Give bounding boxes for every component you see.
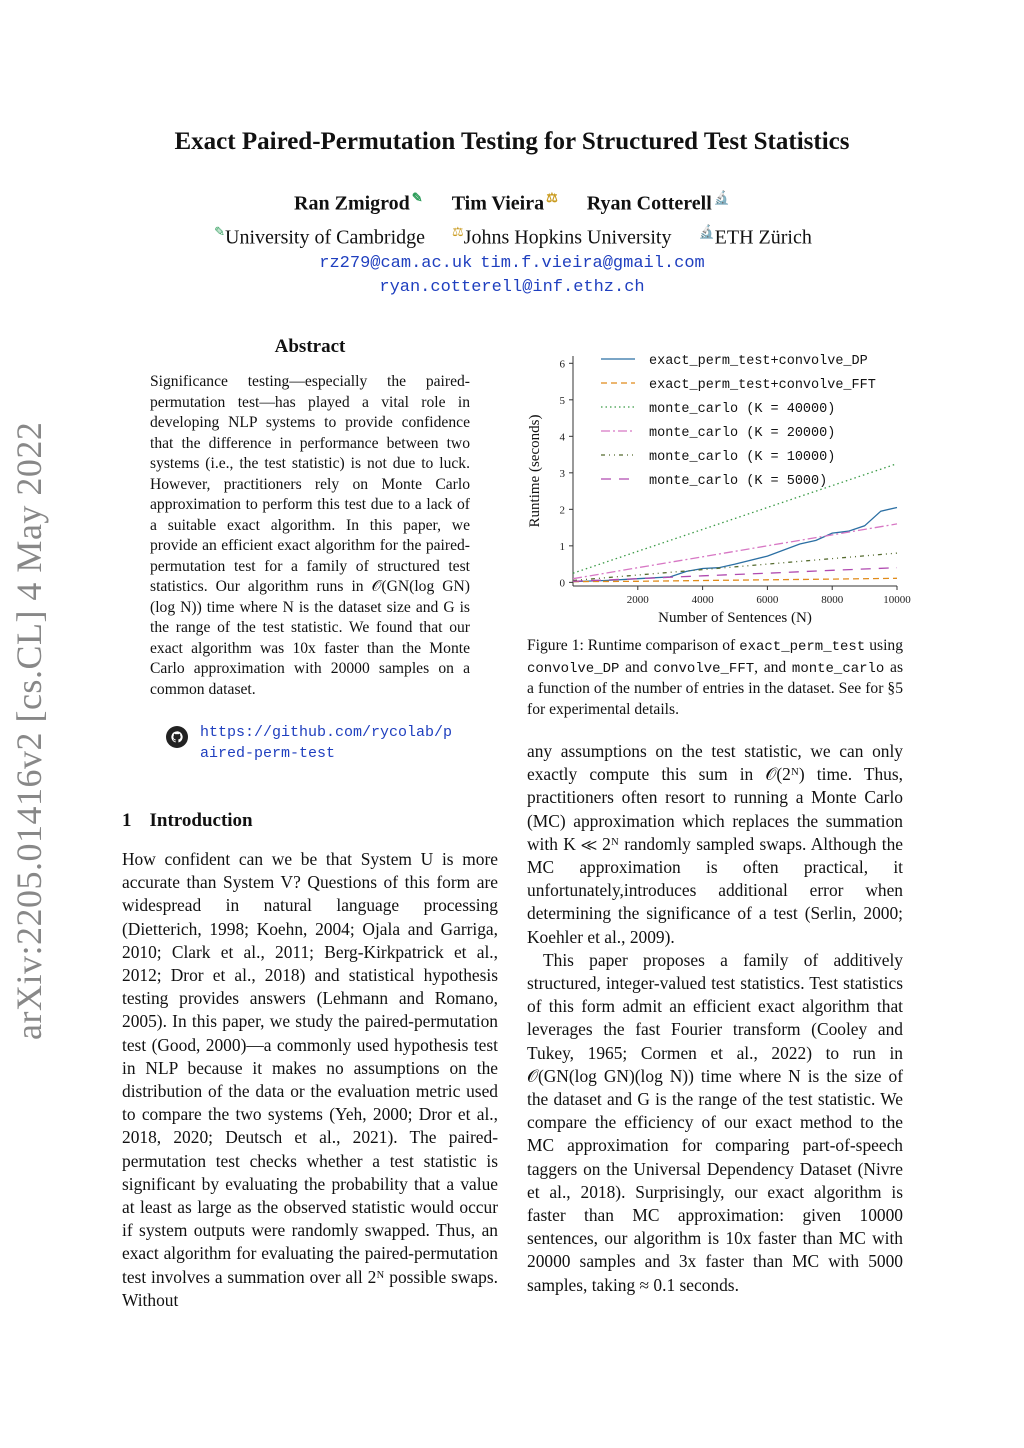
legend-entry: exact_perm_test+convolve_FFT <box>649 378 876 393</box>
series-line-1 <box>573 508 897 582</box>
x-axis-label: Number of Sentences (N) <box>658 610 812 626</box>
y-tick-label: 1 <box>559 540 565 553</box>
right-column <box>527 336 911 1297</box>
figure-1 <box>527 336 911 636</box>
x-tick-label: 8000 <box>821 594 844 606</box>
author-3: Ryan Cotterell 🔬 <box>586 190 730 215</box>
y-tick-label: 4 <box>559 431 565 444</box>
email-link[interactable]: rz279@cam.ac.uk <box>319 254 473 273</box>
author-list <box>0 190 1024 216</box>
x-tick-label: 10000 <box>883 594 911 606</box>
x-tick-label: 4000 <box>691 594 714 606</box>
arxiv-identifier: arXiv:2205.01416v2 [cs.CL] 4 May 2022 <box>9 421 49 1040</box>
y-tick-label: 0 <box>559 577 565 590</box>
author-1: Ran Zmigrod ✎ <box>294 190 423 215</box>
y-axis-label: Runtime (seconds) <box>527 414 543 528</box>
y-tick-label: 2 <box>559 504 565 517</box>
body-paragraph: any assumptions on the test statistic, we can only exactly compute this sum in 𝒪(2ᴺ) time. Thus, practitioners often resort to running a Monte Carlo (MC) approximation which replaces the summation with K ≪ 2ᴺ randomly sampled swaps. Although the MC approximation is often practical, it unfortunately,introduces additional error when determining the significance of a test (Serlin, 2000; Koehler et al., 2009). <box>527 741 903 947</box>
introduction-text: How confident can we be that System U is more accurate than System V? Questions of this form are widespread in natural language processing (Dietterich, 1998; Koehn, 2004; Ojala and Garriga, 2010; Clark et al., 2011; Berg-Kirkpatrick et al., 2012; Dror et al., 2018) and statistical hypothesis testing provides answers (Lehmann and Romano, 2005). In this paper, we study the paired-permutation test (Good, 2000)—a commonly used hypothesis test in NLP because it makes no assumptions on the distribution of the data or the evaluation metric used to compare the two systems (Yeh, 2000; Dror et al., 2018, 2020; Deutsch et al., 2021). The paired-permutation test checks whether a test statistic is significant by evaluating the probability that a value at least as large as the observed statistic would occur if system outputs were randomly swapped. Thus, an exact algorithm for evaluating the paired-permutation test involves a summation over all 2ᴺ possible swaps. Without <box>122 849 498 1310</box>
email-link[interactable]: ryan.cotterell@inf.ethz.ch <box>379 278 645 297</box>
affiliation-2: ⚖Johns Hopkins University <box>452 224 672 249</box>
abstract-text: Significance testing—especially the paired-permutation test—has played a vital role in developing NLP systems to provide confidence that the difference in performance between two systems (i.e., the test statistic) is not due to luck. However, practitioners rely on Monte Carlo approximation to perform this test due to a lack of a suitable exact algorithm. In this paper, we provide an efficient exact algorithm for the paired-permutation test for a family of structured test statistics. Our algorithm runs in 𝒪(GN(log GN)(log N)) time where N is the dataset size and G is the range of the test statistic. We found that our exact algorithm was 10x faster than the Monte Carlo approximation with 20000 samples on a common dataset. <box>150 373 470 698</box>
code-repository-link[interactable] <box>166 722 498 764</box>
paper-title: Exact Paired-Permutation Testing for Structured Test Statistics <box>174 128 850 155</box>
legend-entry: monte_carlo (K = 5000) <box>649 474 828 489</box>
x-tick-label: 6000 <box>756 594 779 606</box>
abstract-heading: Abstract <box>274 336 346 357</box>
legend-entry: monte_carlo (K = 40000) <box>649 402 836 417</box>
series-line-4 <box>573 524 897 579</box>
runtime-chart <box>527 336 911 636</box>
email-list <box>0 252 1024 300</box>
email-link[interactable]: tim.f.vieira@gmail.com <box>480 254 705 273</box>
scale-icon: ⚖ <box>452 224 464 239</box>
affiliation-list <box>0 224 1024 250</box>
microscope-icon: 🔬 <box>698 224 715 239</box>
section-heading-introduction: 1 Introduction <box>122 810 253 831</box>
figure-caption: Figure 1: Runtime comparison of exact_perm_test using convolve_DP and convolve_FFT, and monte_carlo as a function of the number of entries in the dataset. See for §5 for experimental details. <box>527 637 904 718</box>
legend-entry: monte_carlo (K = 20000) <box>649 426 836 441</box>
affiliation-3: 🔬ETH Zürich <box>698 224 812 249</box>
y-tick-label: 5 <box>559 394 565 407</box>
pencil-icon: ✎ <box>214 224 226 239</box>
series-line-5 <box>573 553 897 580</box>
pencil-icon: ✎ <box>411 190 423 205</box>
scale-icon: ⚖ <box>546 190 558 205</box>
author-2: Tim Vieira ⚖ <box>451 190 558 215</box>
x-tick-label: 2000 <box>626 594 649 606</box>
legend-entry: exact_perm_test+convolve_DP <box>649 354 868 369</box>
y-tick-label: 6 <box>559 358 565 371</box>
github-icon <box>166 726 188 748</box>
affiliation-1: ✎University of Cambridge <box>214 224 426 249</box>
y-tick-label: 3 <box>559 467 565 480</box>
legend-entry: monte_carlo (K = 10000) <box>649 450 836 465</box>
body-paragraph: This paper proposes a family of additively structured, integer-valued test statistics. Test statistics of this form admit an efficient exact algorithm that leverages the fast Fourier transform (Cooley and Tukey, 1965; Cormen et al., 2022) to run in 𝒪(GN(log GN)(log N)) time where N is the size of the dataset and G is the range of the test statistic. We compare the efficiency of our exact method to the MC approximation for comparing part-of-speech taggers on the Universal Dependency Dataset (Nivre et al., 2018). Surprisingly, our exact algorithm is faster than MC approximation: given 10000 sentences, our algorithm is 10x faster than MC with 20000 samples and 3x faster than MC with 5000 samples, taking ≈ 0.1 seconds. <box>527 949 903 1295</box>
microscope-icon: 🔬 <box>713 190 730 205</box>
left-column <box>122 336 498 1312</box>
code-url[interactable]: https://github.com/rycolab/paired-perm-test <box>200 724 453 762</box>
